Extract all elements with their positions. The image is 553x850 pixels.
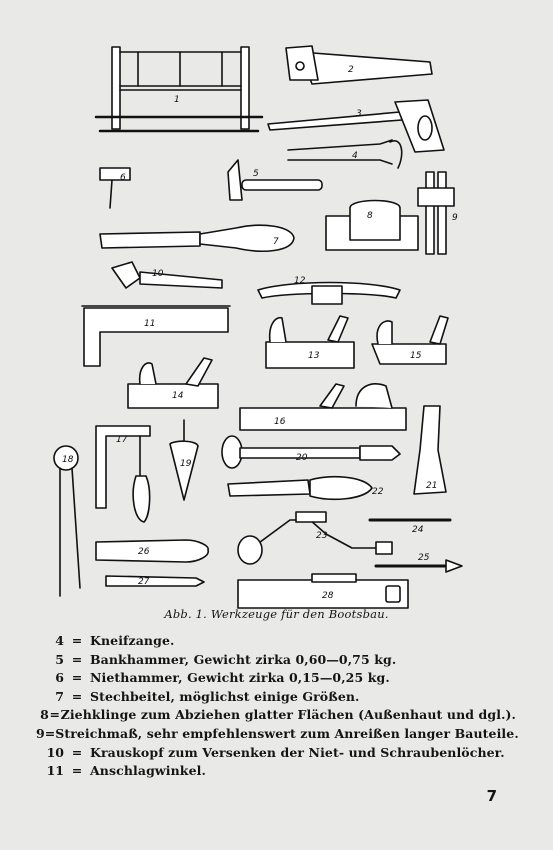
legend-row — [36, 707, 516, 726]
legend-description: Anschlagwinkel. — [90, 763, 206, 779]
tool-label: 24 — [412, 525, 424, 535]
bench-hammer-icon — [228, 160, 322, 200]
legend-row — [36, 745, 516, 764]
legend-number: 9 — [36, 725, 45, 741]
legend-row — [36, 670, 516, 689]
tool-label: 23 — [316, 531, 328, 541]
tool-label: 6 — [120, 173, 126, 183]
tool-label: 13 — [308, 351, 320, 361]
tool-label: 12 — [294, 276, 306, 286]
tool-label: 27 — [138, 577, 150, 587]
legend-equals: = — [71, 744, 83, 760]
tool-label: 15 — [410, 351, 422, 361]
tool-label: 17 — [116, 435, 128, 445]
pincers-icon — [288, 140, 402, 168]
legend-number: 8 — [40, 707, 49, 723]
tool-label: 20 — [296, 453, 308, 463]
legend-number: 10 — [46, 744, 64, 760]
tool-label: 21 — [426, 481, 438, 491]
legend-equals: = — [71, 651, 83, 667]
slip-stone-icon — [106, 576, 204, 586]
legend-row — [36, 725, 519, 745]
tool-label: 28 — [322, 591, 334, 601]
marking-gauge-icon — [418, 172, 454, 254]
chisel-icon — [100, 225, 294, 251]
legend-equals: = — [44, 725, 56, 741]
page-number: 7 — [486, 787, 497, 805]
legend-description: Ziehklinge zum Abziehen glatter Flächen (Außenhaut und dgl.). — [60, 707, 516, 723]
legend-description: Krauskopf zum Versenken der Niet- und Schraubenlöcher. — [90, 744, 505, 760]
legend-row — [36, 763, 516, 782]
figure-caption: Abb. 1. Werkzeuge für den Bootsbau. — [164, 607, 389, 621]
tool-label: 18 — [62, 455, 74, 465]
hand-drill-icon — [222, 436, 400, 468]
legend-equals: = — [71, 688, 83, 704]
tool-label: 10 — [152, 269, 164, 279]
legend-description: Niethammer, Gewicht zirka 0,15—0,25 kg. — [90, 670, 390, 686]
tool-label: 16 — [274, 417, 286, 427]
tool-label: 26 — [138, 547, 150, 557]
legend-description: Stechbeitel, möglichst einige Größen. — [90, 688, 360, 704]
legend-description: Bankhammer, Gewicht zirka 0,60—0,75 kg. — [90, 651, 397, 667]
hand-saw-icon — [286, 46, 432, 84]
back-saw-icon — [268, 100, 444, 152]
tool-label: 4 — [352, 151, 358, 161]
legend-number: 6 — [55, 670, 64, 686]
legend-number: 7 — [55, 688, 64, 704]
tool-label: 14 — [172, 391, 184, 401]
tool-label: 22 — [372, 487, 384, 497]
tool-legend — [36, 633, 519, 782]
tool-label: 1 — [174, 95, 180, 105]
tool-label: 9 — [452, 213, 458, 223]
tool-label: 3 — [356, 109, 362, 119]
legend-number: 11 — [46, 763, 64, 779]
legend-equals: = — [71, 670, 83, 686]
legend-row — [36, 633, 516, 652]
tool-label: 5 — [253, 169, 259, 179]
oilstone-icon — [96, 540, 208, 562]
tool-label: 19 — [180, 459, 192, 469]
gouge-icon — [228, 477, 372, 500]
legend-number: 4 — [55, 633, 64, 648]
legend-number: 5 — [55, 651, 64, 667]
tool-label: 11 — [144, 319, 156, 329]
legend-equals: = — [49, 707, 60, 723]
legend-description: Streichmaß, sehr empfehlenswert zum Anreißen langer Bauteile. — [55, 725, 519, 741]
legend-equals: = — [71, 633, 83, 648]
tool-label: 2 — [348, 65, 354, 75]
scraper-icon — [326, 201, 418, 251]
spokeshave-icon — [258, 283, 400, 305]
legend-description: Kneifzange. — [90, 633, 175, 648]
countersink-icon — [112, 262, 222, 288]
jack-plane-icon — [240, 384, 406, 430]
legend-equals: = — [71, 763, 83, 779]
dividers-icon — [54, 446, 80, 596]
frame-saw-icon — [96, 47, 262, 131]
legend-row — [36, 689, 516, 708]
tool-label: 7 — [273, 237, 279, 247]
legend-row — [36, 652, 516, 671]
tool-label: 8 — [367, 211, 373, 221]
try-square-icon — [82, 306, 230, 366]
tool-label: 25 — [418, 553, 430, 563]
